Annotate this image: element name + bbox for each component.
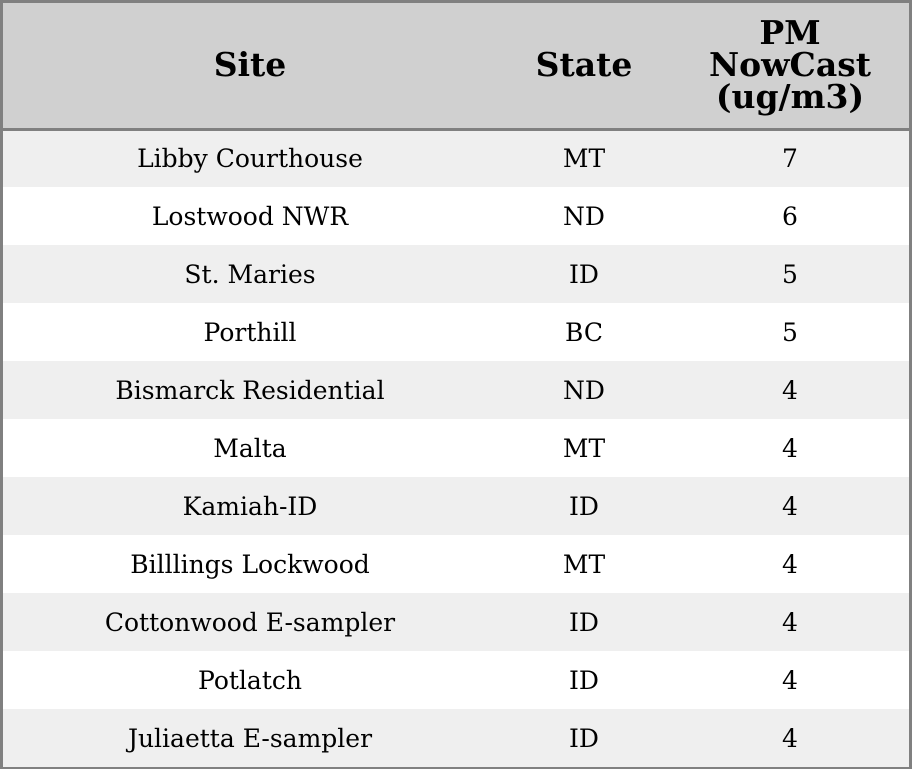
cell-state: ID <box>569 259 599 289</box>
cell-pm-nowcast: 5 <box>782 259 798 289</box>
column-header-pm-nowcast <box>671 3 909 129</box>
column-header-pm-line-3: (ug/m3) <box>715 77 865 117</box>
cell-pm-nowcast: 6 <box>782 201 798 231</box>
table-body <box>3 129 909 767</box>
column-header-state: State <box>497 3 671 129</box>
table-row <box>3 593 909 651</box>
cell-site: Cottonwood E-sampler <box>104 607 396 637</box>
cell-site: Billlings Lockwood <box>130 549 370 579</box>
cell-state: ND <box>563 201 605 231</box>
cell-pm-nowcast: 4 <box>782 723 798 753</box>
cell-state: ID <box>569 491 599 521</box>
cell-state: ID <box>569 607 599 637</box>
pm-nowcast-table <box>3 3 909 767</box>
cell-state: ID <box>569 665 599 695</box>
table-row <box>3 709 909 767</box>
cell-site: Porthill <box>203 317 297 347</box>
table-row <box>3 651 909 709</box>
cell-pm-nowcast: 5 <box>782 317 798 347</box>
cell-state: ID <box>569 723 599 753</box>
cell-pm-nowcast: 4 <box>782 491 798 521</box>
cell-state: MT <box>562 433 606 463</box>
column-header-pm-line-2: NowCast <box>708 45 872 85</box>
table-row <box>3 361 909 419</box>
table-row <box>3 303 909 361</box>
cell-pm-nowcast: 7 <box>782 144 798 174</box>
column-header-pm-line-1: PM <box>759 13 821 53</box>
cell-pm-nowcast: 4 <box>782 607 798 637</box>
table-row <box>3 477 909 535</box>
cell-site: Malta <box>213 433 287 463</box>
cell-site: Juliaetta E-sampler <box>127 723 373 753</box>
cell-site: Lostwood NWR <box>151 201 349 231</box>
cell-site: St. Maries <box>184 259 316 289</box>
cell-pm-nowcast: 4 <box>782 433 798 463</box>
table-row <box>3 419 909 477</box>
table-row <box>3 245 909 303</box>
cell-pm-nowcast: 4 <box>782 665 798 695</box>
cell-site: Bismarck Residential <box>115 375 385 405</box>
cell-state: MT <box>562 549 606 579</box>
cell-state: ND <box>563 375 605 405</box>
cell-pm-nowcast: 4 <box>782 375 798 405</box>
cell-state: BC <box>565 317 603 347</box>
column-header-site: Site <box>3 3 497 129</box>
table-row <box>3 187 909 245</box>
table-row <box>3 129 909 187</box>
cell-site: Libby Courthouse <box>137 144 363 174</box>
table-row <box>3 535 909 593</box>
table-header-row <box>3 3 909 129</box>
cell-site: Potlatch <box>198 665 302 695</box>
cell-site: Kamiah-ID <box>182 491 318 521</box>
cell-state: MT <box>562 144 606 174</box>
cell-pm-nowcast: 4 <box>782 549 798 579</box>
